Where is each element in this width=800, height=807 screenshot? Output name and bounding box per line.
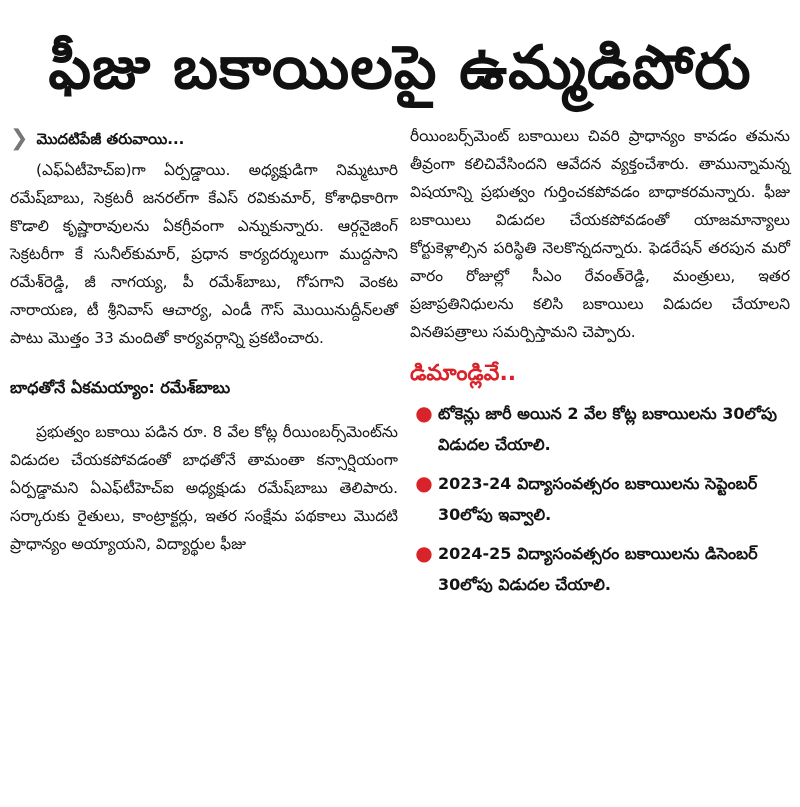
- subheading-ramesh-babu: బాధతోనే ఏకమయ్యాం: రమేశ్‌బాబు: [10, 378, 231, 397]
- paragraph-dues: ప్రభుత్వం బకాయి పడిన రూ. 8 వేల కోట్ల రీయింబర్స్‌మెంట్‌ను విడుదల చేయకపోవడంతో బాధతోనే తామంతా కన్సార్షియంగా ఏర్పడ్డామని ఏఎఫ్‌టీహెచ్ఐ అధ్యక్షుడు రమేష్‌బాబు తెలిపారు. సర్కారుకు రైతులు, కాంట్రాక్టర్లు, ఇతర సంక్షేమ పథకాలు మొదటి ప్రాధాన్యం అయ్యాయని, విద్యార్థుల ఫీజు: [10, 423, 398, 553]
- continued-label: మొదటిపేజీ తరువాయి...: [36, 130, 185, 148]
- demand-item: [410, 468, 790, 530]
- demand-item: [410, 398, 790, 460]
- chevron-right-icon: ❯: [10, 126, 29, 151]
- left-column: [10, 122, 398, 558]
- demand-text: 2023-24 విద్యాసంవత్సరం బకాయిలను సెప్టెంబర్ 30లోపు ఇవ్వాలి.: [438, 474, 758, 524]
- article-headline: ఫీజు బకాయిలపై ఉమ్మడిపోరు: [48, 33, 752, 103]
- demand-text: టోకెన్లు జారీ అయిన 2 వేల కోట్ల బకాయిలను 30లోపు విడుదల చేయాలి.: [438, 404, 777, 454]
- paragraph-committee: (ఎఫ్ఏటీహెచ్ఐ)గా ఏర్పడ్డాయి. అధ్యక్షుడిగా నిమ్మటూరి రమేష్‌బాబు, సెక్రటరీ జనరల్‌గా కేఎస్ రవికుమార్, కోశాధికారిగా కొడాలి కృష్ణారావులను ఏకగ్రీవంగా ఎన్నుకున్నారు. ఆర్గనైజింగ్ సెక్రటరీగా కే సునీల్‌కుమార్, ప్రధాన కార్యదర్శులుగా ముద్దసాని రమేశ్‌రెడ్డి, జీ నాగయ్య, పీ రమేశ్‌బాబు, గోపగాని వెంకట నారాయణ, టీ శ్రీనివాస్ ఆచార్య, ఎండీ గౌస్ మొయినుద్దీన్‌లతో పాటు మొత్తం 33 మందితో కార్యవర్గాన్ని ప్రకటించారు.: [10, 161, 398, 347]
- red-dot-icon: ●: [415, 541, 433, 565]
- continued-from-front-page: [10, 122, 398, 156]
- demands-list: [410, 398, 790, 600]
- demand-text: 2024-25 విద్యాసంవత్సరం బకాయిలను డిసెంబర్ 30లోపు విడుదల చేయాలి.: [438, 544, 758, 594]
- paragraph-reimbursement: రీయింబర్స్‌మెంట్ బకాయిలు చివరి ప్రాధాన్యం కావడం తమను తీవ్రంగా కలిచివేసిందని ఆవేదన వ్యక్తంచేశారు. తామున్నామన్న విషయాన్ని ప్రభుత్వం గుర్తించకపోవడం బాధాకరమన్నారు. ఫీజు బకాయిలు విడుదల చేయకపోవడంతో యాజమాన్యాలు కోర్టుకెళ్లాల్సిన పరిస్థితి నెలకొన్నదన్నారు. ఫెడరేషన్ తరపున మరో వారం రోజుల్లో సీఎం రేవంత్‌రెడ్డి, మంత్రులు, ఇతర ప్రజాప్రతినిధులను కలిసి బకాయిలు విడుదల చేయాలని వినతిపత్రాలు సమర్పిస్తామని చెప్పారు.: [410, 127, 790, 341]
- demand-item: [410, 538, 790, 600]
- red-dot-icon: ●: [415, 471, 433, 495]
- right-column: [410, 122, 790, 608]
- red-dot-icon: ●: [415, 401, 433, 425]
- demands-heading: డిమాండ్లివే..: [410, 361, 517, 386]
